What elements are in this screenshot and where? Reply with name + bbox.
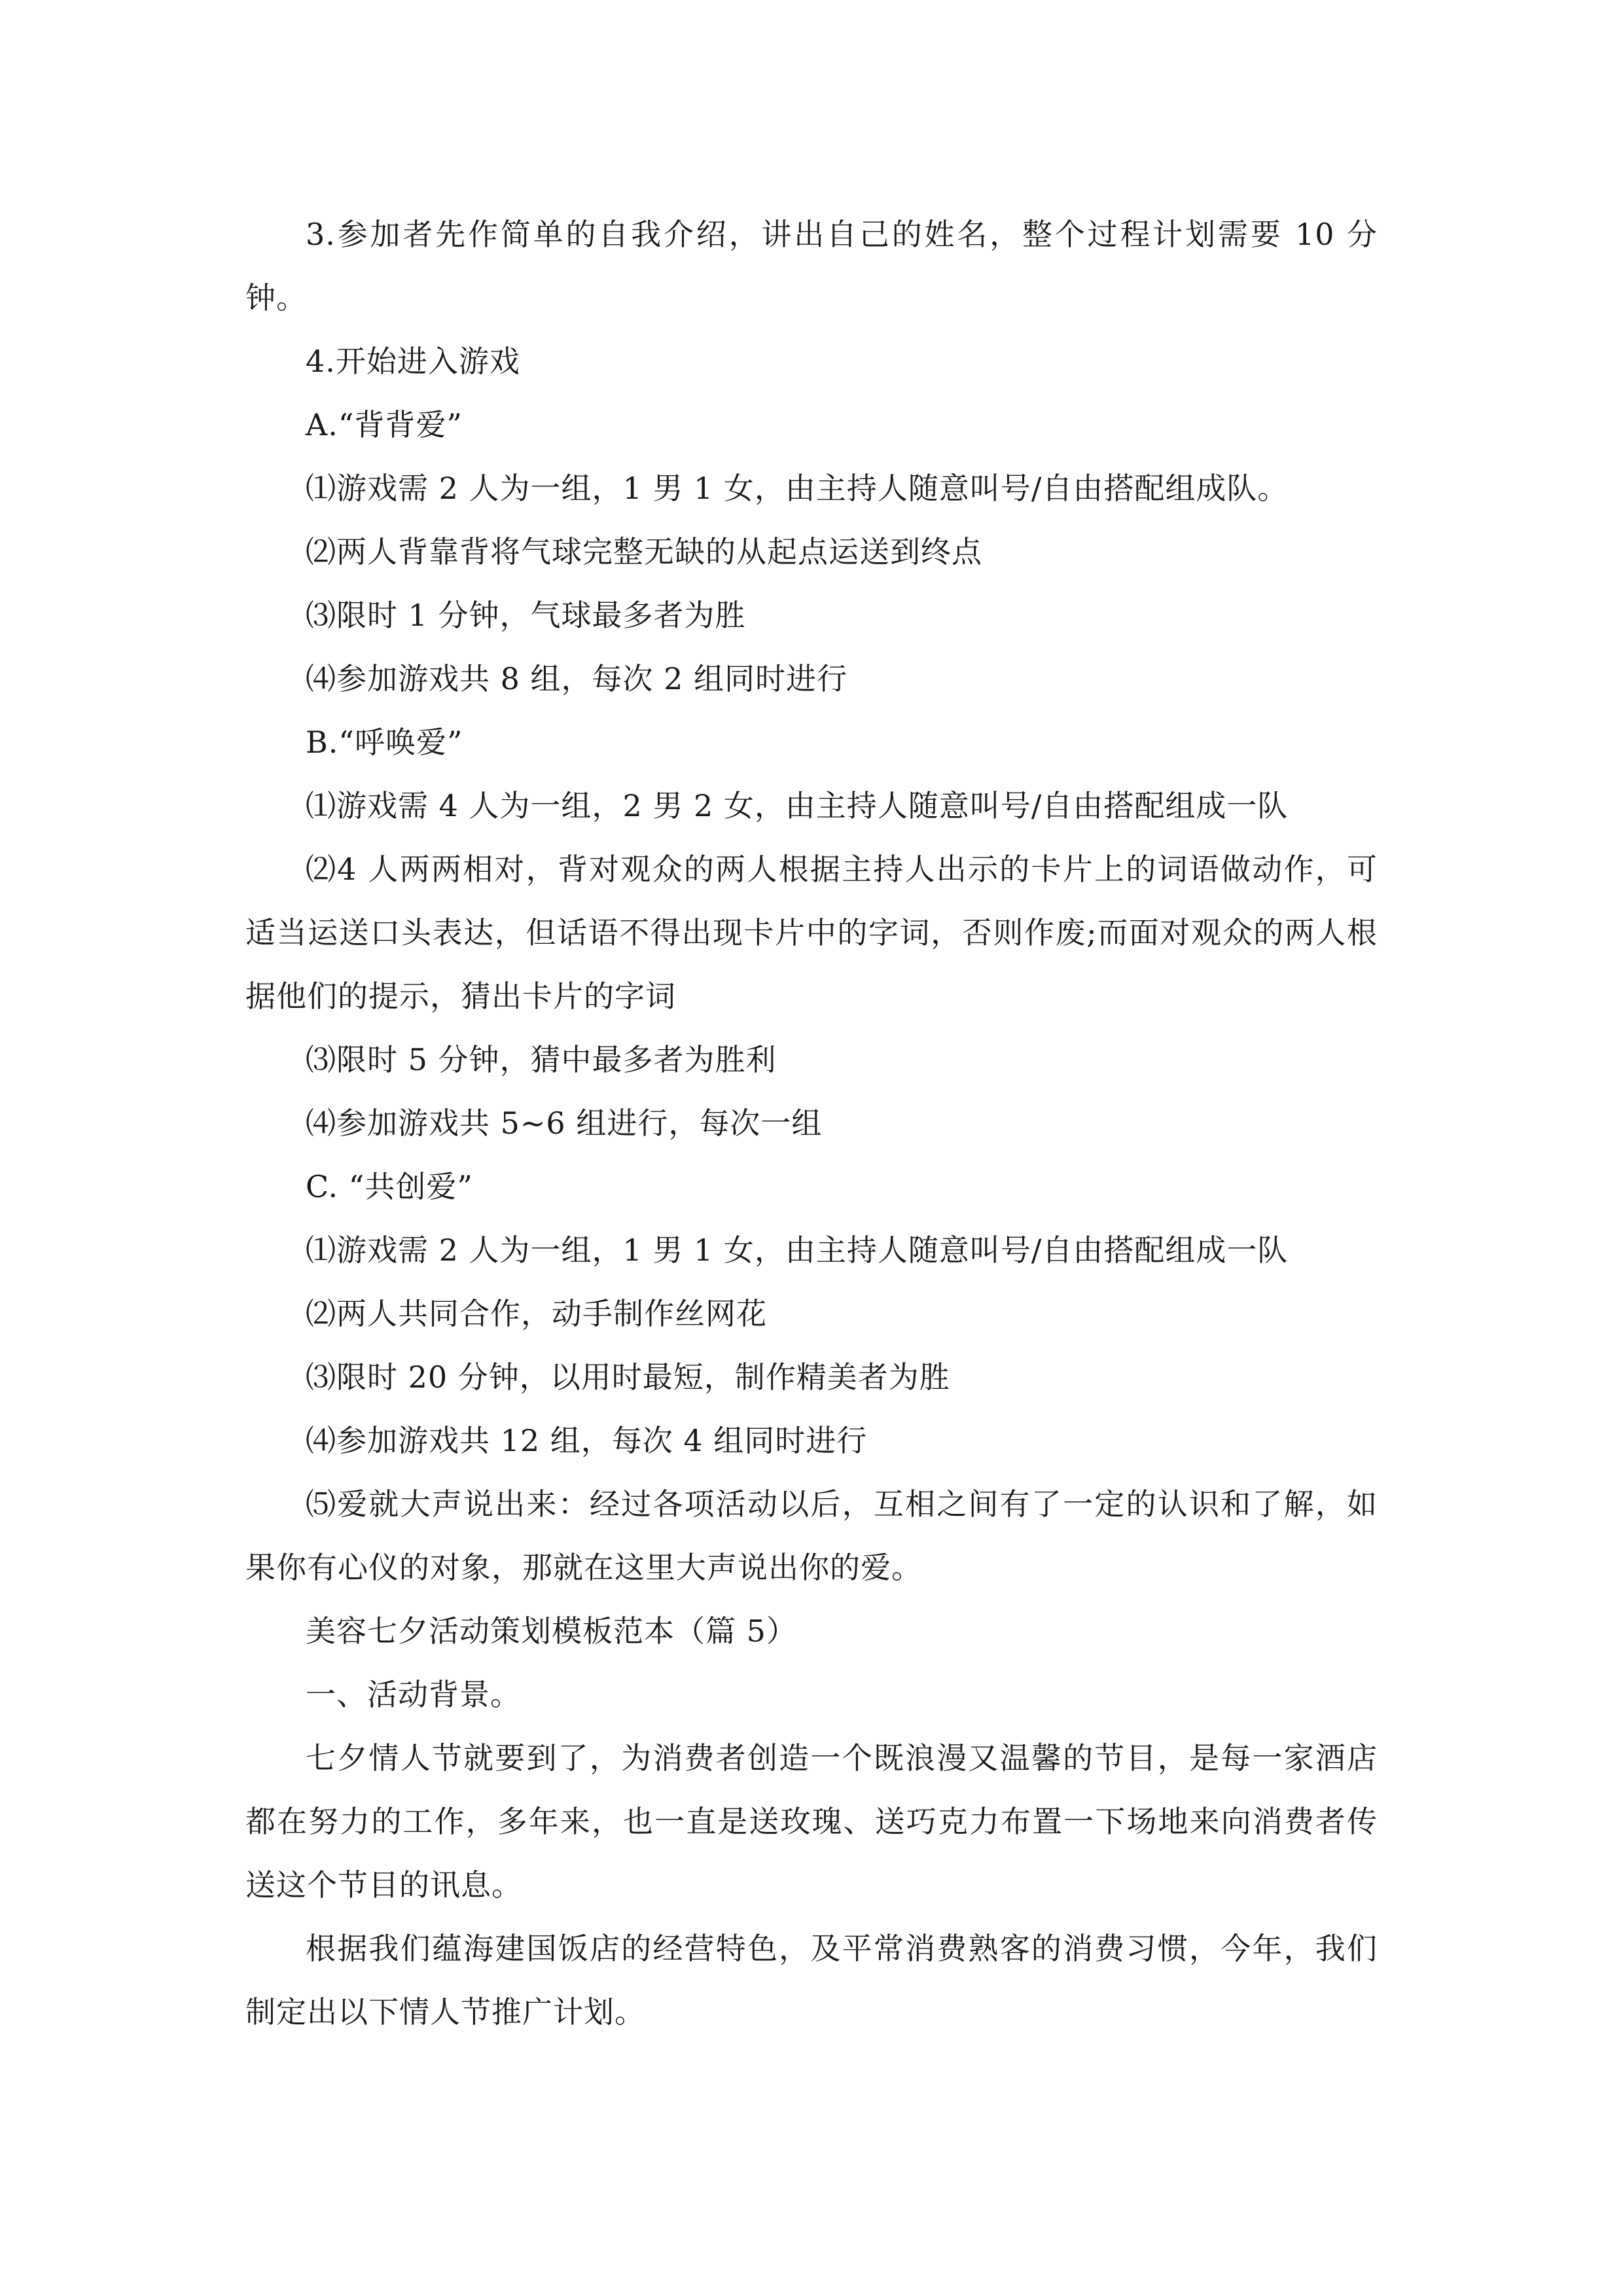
paragraph-background-2: 根据我们蕴海建国饭店的经营特色，及平常消费熟客的消费习惯，今年，我们制定出以下情人节推广计划。 (245, 1931, 1378, 2030)
paragraph-game-b-rule-2: ⑵4 人两两相对，背对观众的两人根据主持人出示的卡片上的词语做动作，可适当运送口头表达，但话语不得出现卡片中的字词，否则作废;而面对观众的两人根据他们的提示，猜出卡片的字词 (245, 852, 1378, 1014)
heading-game-b: B.“呼唤爱” (306, 725, 463, 760)
paragraph-game-c-rule-4: ⑷参加游戏共 12 组，每次 4 组同时进行 (306, 1423, 868, 1458)
paragraph-game-a-rule-2: ⑵两人背靠背将气球完整无缺的从起点运送到终点 (306, 534, 982, 569)
paragraph-game-c-rule-3: ⑶限时 20 分钟，以用时最短，制作精美者为胜 (306, 1359, 950, 1395)
paragraph-game-a-rule-3: ⑶限时 1 分钟，气球最多者为胜 (306, 598, 746, 633)
paragraph-intro-step-3: 3.参加者先作简单的自我介绍，讲出自己的姓名，整个过程计划需要 10 分钟。 (245, 217, 1378, 315)
heading-activity-background: 一、活动背景。 (306, 1677, 521, 1712)
paragraph-background-1: 七夕情人节就要到了，为消费者创造一个既浪漫又温馨的节目，是每一家酒店都在努力的工作，多年来，也一直是送玫瑰、送巧克力布置一下场地来向消费者传送这个节目的讯息。 (245, 1740, 1378, 1903)
heading-game-a: A.“背背爱” (306, 407, 463, 442)
document-body (245, 203, 1378, 2044)
paragraph-game-b-rule-1: ⑴游戏需 4 人为一组，2 男 2 女，由主持人随意叫号/自由搭配组成一队 (306, 788, 1289, 823)
paragraph-game-a-rule-1: ⑴游戏需 2 人为一组，1 男 1 女，由主持人随意叫号/自由搭配组成队。 (306, 471, 1289, 506)
paragraph-game-b-rule-4: ⑷参加游戏共 5~6 组进行，每次一组 (306, 1105, 823, 1141)
paragraph-game-c-rule-2: ⑵两人共同合作，动手制作丝网花 (306, 1296, 767, 1331)
paragraph-game-c-rule-1: ⑴游戏需 2 人为一组，1 男 1 女，由主持人随意叫号/自由搭配组成一队 (306, 1232, 1289, 1268)
heading-game-c: C. “共创爱” (306, 1169, 473, 1204)
paragraph-game-a-rule-4: ⑷参加游戏共 8 组，每次 2 组同时进行 (306, 661, 848, 696)
paragraph-start-game: 4.开始进入游戏 (306, 344, 520, 379)
paragraph-game-b-rule-3: ⑶限时 5 分钟，猜中最多者为胜利 (306, 1042, 777, 1077)
paragraph-game-c-rule-5: ⑸爱就大声说出来：经过各项活动以后，互相之间有了一定的认识和了解，如果你有心仪的对象，那就在这里大声说出你的爱。 (245, 1486, 1378, 1585)
section-title-part-5: 美容七夕活动策划模板范本（篇 5） (306, 1613, 797, 1649)
